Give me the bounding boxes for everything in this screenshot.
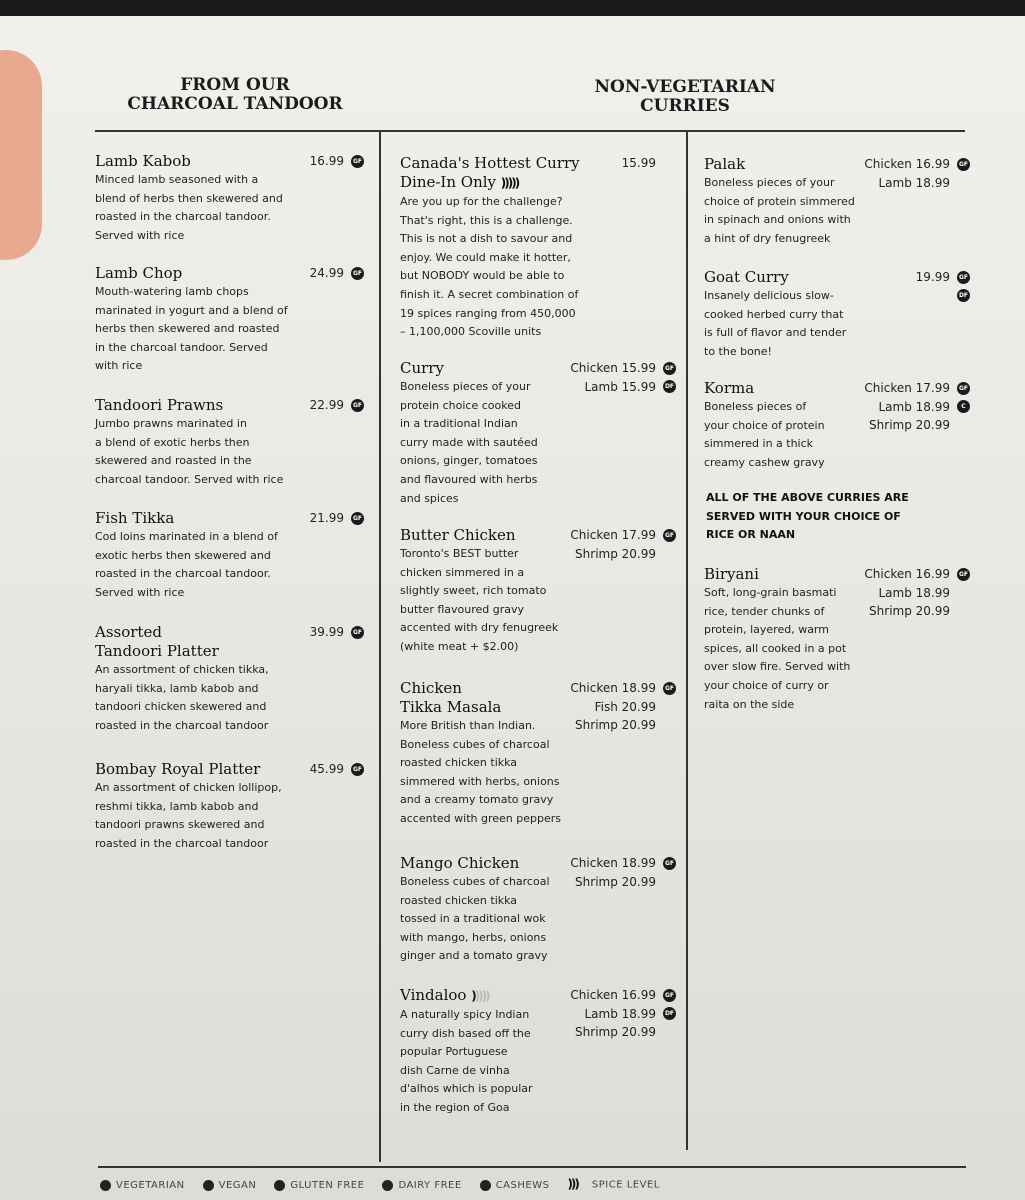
menu-item-fish-tikka <box>95 509 370 602</box>
spice-level-icon: ))) <box>567 1177 578 1191</box>
gluten-free-icon: GF <box>351 763 364 776</box>
description-line: with rice <box>95 359 143 373</box>
price: 45.99 <box>309 762 344 776</box>
description-line: That's right, this is a challenge. <box>400 213 573 227</box>
gluten-free-icon: GF <box>351 512 364 525</box>
item-description <box>400 193 682 342</box>
vegetarian-icon <box>100 1180 111 1191</box>
item-name-line: Curry <box>400 359 444 377</box>
cashews-icon: C <box>957 400 970 413</box>
gluten-free-icon: GF <box>663 529 676 542</box>
dairy-free-icon: DF <box>663 380 676 393</box>
gluten-free-icon: GF <box>351 155 364 168</box>
item-description <box>95 779 370 853</box>
description-line: and spices <box>400 491 459 505</box>
item-name-line: Fish Tikka <box>95 509 175 527</box>
legend-item <box>382 1180 461 1192</box>
description-line: Cod loins marinated in a blend of <box>95 530 278 543</box>
gluten-free-icon <box>274 1180 285 1191</box>
item-name-line: Vindaloo ))))) <box>400 986 489 1004</box>
description-line: A naturally spicy Indian <box>400 1008 530 1021</box>
description-line: chicken simmered in a <box>400 565 525 579</box>
spice-level-icon: ) <box>471 989 475 1003</box>
description-line: with mango, herbs, onions <box>400 930 547 944</box>
item-prices <box>310 396 344 415</box>
description-line: creamy cashew gravy <box>704 455 825 469</box>
description-line: accented with green peppers <box>400 811 561 825</box>
gluten-free-icon: GF <box>957 271 970 284</box>
dairy-free-icon: DF <box>957 289 970 302</box>
item-name-line: Korma <box>704 379 755 397</box>
price: Shrimp 20.99 <box>575 1025 656 1039</box>
description-line: onions, ginger, tomatoes <box>400 454 538 468</box>
item-name-line: Palak <box>704 155 746 173</box>
legend-item <box>480 1180 550 1192</box>
legend-item <box>274 1180 364 1192</box>
dietary-tags <box>663 989 676 1025</box>
item-prices <box>916 268 950 287</box>
price: Chicken 15.99 <box>570 361 656 375</box>
description-line: dish Carne de vinha <box>400 1063 510 1077</box>
item-prices <box>570 679 656 735</box>
curries-header: NON-VEGETARIAN CURRIES <box>594 77 776 116</box>
description-line: rice, tender chunks of <box>704 604 825 618</box>
legend-label: VEGETARIAN <box>116 1179 185 1191</box>
curries-note: ALL OF THE ABOVE CURRIES ARE SERVED WITH YOUR CHOICE OF RICE OR NAAN <box>706 491 909 541</box>
description-line: roasted in the charcoal tandoor <box>95 836 269 850</box>
item-name-line: Biryani <box>704 565 759 583</box>
thumb <box>0 50 42 260</box>
item-name-line: Goat Curry <box>704 268 789 286</box>
dairy-free-icon <box>382 1180 393 1191</box>
price: Shrimp 20.99 <box>575 718 656 732</box>
description-line: 19 spices ranging from 450,000 <box>400 306 576 320</box>
dietary-tags <box>957 158 970 176</box>
menu-item-chicken-tikka-masala <box>400 679 682 829</box>
description-line: roasted in the charcoal tandoor. <box>95 567 271 581</box>
description-line: Boneless pieces of your <box>704 176 835 189</box>
menu-sheet <box>0 16 1025 1200</box>
description-line: in the region of Goa <box>400 1100 510 1114</box>
description-line: but NOBODY would be able to <box>400 269 565 283</box>
spice-level-icon: )))) <box>474 989 489 1003</box>
description-line: over slow fire. Served with <box>704 660 851 674</box>
item-description <box>95 528 370 602</box>
item-prices <box>310 760 344 779</box>
dietary-tags <box>351 512 364 530</box>
item-description <box>95 283 370 376</box>
menu-item-mango-chicken <box>400 854 682 966</box>
item-name-line: Bombay Royal Platter <box>95 760 261 778</box>
description-line: Served with rice <box>95 585 185 599</box>
description-line: spices, all cooked in a pot <box>704 641 847 655</box>
menu-item-tandoori-prawns <box>95 396 370 489</box>
description-line: tossed in a traditional wok <box>400 912 546 926</box>
price: 15.99 <box>621 156 656 170</box>
price: Lamb 15.99 <box>584 379 656 394</box>
description-line: protein, layered, warm <box>704 623 829 637</box>
description-line: Boneless pieces of your <box>400 380 531 393</box>
description-line: Mouth-watering lamb chops <box>95 285 249 298</box>
item-description <box>400 378 682 508</box>
description-line: simmered with herbs, onions <box>400 774 560 788</box>
price: Chicken 16.99 <box>864 567 950 581</box>
description-line: tandoori prawns skewered and <box>95 818 265 832</box>
vegan-icon <box>203 1180 214 1191</box>
item-prices <box>622 154 656 173</box>
legend-item <box>100 1180 185 1192</box>
cashews-icon <box>480 1180 491 1191</box>
price: Chicken 17.99 <box>864 381 950 395</box>
price: Lamb 18.99 <box>878 585 950 600</box>
dietary-tags <box>957 271 970 307</box>
price: Shrimp 20.99 <box>869 418 950 432</box>
price: Lamb 18.99 <box>878 175 950 190</box>
item-name-line: Tikka Masala <box>400 698 502 716</box>
menu-item-bombay-royal-platter <box>95 760 370 853</box>
menu-item-palak <box>704 155 976 248</box>
column-divider-right <box>686 130 688 1150</box>
description-line: in the charcoal tandoor. Served <box>95 340 268 354</box>
description-line: blend of herbs then skewered and <box>95 191 283 205</box>
menu-item-biryani <box>704 565 976 714</box>
dietary-tags <box>663 682 676 700</box>
description-line: choice of protein simmered <box>704 194 855 208</box>
dietary-tags <box>351 399 364 417</box>
description-line: in spinach and onions with <box>704 213 851 227</box>
description-line: Served with rice <box>95 228 185 242</box>
price: Shrimp 20.99 <box>575 546 656 561</box>
item-name-line: Tandoori Platter <box>95 642 219 660</box>
item-prices <box>570 854 656 891</box>
item-name-line: Dine-In Only ))))) <box>400 173 519 191</box>
item-prices <box>864 379 950 435</box>
description-line: Jumbo prawns marinated in <box>95 417 247 430</box>
description-line: roasted chicken tikka <box>400 893 518 907</box>
description-line: finish it. A secret combination of <box>400 287 579 301</box>
description-line: slightly sweet, rich tomato <box>400 584 547 598</box>
item-prices <box>310 509 344 528</box>
description-line: skewered and roasted in the <box>95 454 252 468</box>
legend-item <box>203 1180 257 1192</box>
menu-item-vindaloo <box>400 986 682 1118</box>
item-name-line: Lamb Kabob <box>95 152 191 170</box>
description-line: and flavoured with herbs <box>400 472 538 486</box>
legend-label: GLUTEN FREE <box>290 1179 365 1191</box>
price: Chicken 17.99 <box>570 528 656 542</box>
description-line: d'alhos which is popular <box>400 1082 533 1096</box>
dietary-tags <box>351 155 364 173</box>
description-line: raita on the side <box>704 697 795 711</box>
footer-divider <box>98 1166 966 1168</box>
description-line: Soft, long-grain basmati <box>704 586 837 599</box>
price: 39.99 <box>309 625 344 639</box>
description-line: in a traditional Indian <box>400 417 518 431</box>
gluten-free-icon: GF <box>351 626 364 639</box>
description-line: ginger and a tomato gravy <box>400 949 548 963</box>
description-line: roasted in the charcoal tandoor <box>95 718 269 732</box>
dietary-tags <box>663 857 676 875</box>
menu-item-curry <box>400 359 682 508</box>
description-line: accented with dry fenugreek <box>400 621 559 635</box>
description-line: reshmi tikka, lamb kabob and <box>95 799 259 813</box>
gluten-free-icon: GF <box>957 158 970 171</box>
description-line: roasted in the charcoal tandoor. <box>95 210 271 224</box>
gluten-free-icon: GF <box>351 267 364 280</box>
menu-item-lamb-chop <box>95 264 370 376</box>
price: Chicken 18.99 <box>570 681 656 695</box>
header-divider <box>95 130 965 132</box>
price: 21.99 <box>309 511 344 525</box>
description-line: butter flavoured gravy <box>400 602 525 616</box>
description-line: your choice of protein <box>704 418 825 432</box>
gluten-free-icon: GF <box>663 989 676 1002</box>
menu-item-canada-s-hottest-curry-dine-in-only <box>400 154 682 342</box>
description-line: is full of flavor and tender <box>704 326 847 340</box>
menu-item-goat-curry <box>704 268 976 361</box>
price: Lamb 18.99 <box>584 1006 656 1021</box>
item-prices <box>310 152 344 171</box>
item-prices <box>864 565 950 621</box>
dietary-tags <box>663 529 676 547</box>
description-line: marinated in yogurt and a blend of <box>95 303 288 317</box>
menu-item-korma <box>704 379 976 472</box>
dietary-tags <box>351 267 364 285</box>
item-name-line: Mango Chicken <box>400 854 520 872</box>
item-prices <box>570 359 656 396</box>
description-line: tandoori chicken skewered and <box>95 700 267 714</box>
description-line: charcoal tandoor. Served with rice <box>95 472 284 486</box>
legend-label: SPICE LEVEL <box>591 1179 660 1191</box>
column-divider-left <box>379 130 381 1162</box>
dietary-legend <box>100 1177 678 1191</box>
gluten-free-icon: GF <box>663 362 676 375</box>
gluten-free-icon: GF <box>663 857 676 870</box>
description-line: Toronto's BEST butter <box>400 547 519 560</box>
item-name-line: Chicken <box>400 679 462 697</box>
price: Chicken 16.99 <box>864 157 950 171</box>
description-line: your choice of curry or <box>704 678 829 692</box>
dietary-tags <box>957 568 970 586</box>
price: Shrimp 20.99 <box>575 874 656 889</box>
item-prices <box>570 526 656 563</box>
description-line: exotic herbs then skewered and <box>95 548 271 562</box>
description-line: Are you up for the challenge? <box>400 195 563 208</box>
price: Chicken 18.99 <box>570 856 656 870</box>
gluten-free-icon: GF <box>663 682 676 695</box>
item-prices <box>864 155 950 192</box>
description-line: a hint of dry fenugreek <box>704 231 831 245</box>
description-line: and a creamy tomato gravy <box>400 793 554 807</box>
legend-label: CASHEWS <box>495 1179 550 1191</box>
description-line: a blend of exotic herbs then <box>95 435 250 449</box>
description-line: herbs then skewered and roasted <box>95 322 280 336</box>
item-name-line: Canada's Hottest Curry <box>400 154 580 172</box>
description-line: This is not a dish to savour and <box>400 232 573 246</box>
dietary-tags <box>663 362 676 398</box>
description-line: Minced lamb seasoned with a <box>95 173 259 186</box>
dietary-tags <box>957 382 970 418</box>
description-line: roasted chicken tikka <box>400 756 518 770</box>
legend-label: VEGAN <box>218 1179 257 1191</box>
description-line: simmered in a thick <box>704 437 814 451</box>
description-line: to the bone! <box>704 344 772 358</box>
item-description <box>95 661 370 735</box>
description-line: cooked herbed curry that <box>704 307 844 321</box>
price: 22.99 <box>309 398 344 412</box>
item-description <box>95 415 370 489</box>
dairy-free-icon: DF <box>663 1007 676 1020</box>
description-line: Insanely delicious slow- <box>704 289 834 302</box>
gluten-free-icon: GF <box>351 399 364 412</box>
item-description <box>704 287 976 361</box>
tandoor-header: FROM OUR CHARCOAL TANDOOR <box>127 75 343 114</box>
menu-item-lamb-kabob <box>95 152 370 245</box>
description-line: Boneless pieces of <box>704 400 807 413</box>
price: 16.99 <box>309 154 344 168</box>
spice-level-icon: ))))) <box>500 176 519 190</box>
price: 19.99 <box>915 270 950 284</box>
price: 24.99 <box>309 266 344 280</box>
gluten-free-icon: GF <box>957 568 970 581</box>
description-line: An assortment of chicken tikka, <box>95 663 269 676</box>
description-line: curry made with sautéed <box>400 435 538 449</box>
description-line: curry dish based off the <box>400 1026 531 1040</box>
description-line: enjoy. We could make it hotter, <box>400 250 571 264</box>
item-name-line: Butter Chicken <box>400 526 516 544</box>
dietary-tags <box>351 763 364 781</box>
item-prices <box>570 986 656 1042</box>
description-line: popular Portuguese <box>400 1045 508 1059</box>
dietary-tags <box>351 626 364 644</box>
description-line: protein choice cooked <box>400 398 521 412</box>
description-line: An assortment of chicken lollipop, <box>95 781 282 794</box>
menu-item-assorted-tandoori-platter <box>95 623 370 735</box>
gluten-free-icon: GF <box>957 382 970 395</box>
legend-item <box>567 1177 659 1191</box>
price: Chicken 16.99 <box>570 988 656 1002</box>
item-prices <box>310 264 344 283</box>
item-name-line: Tandoori Prawns <box>95 396 224 414</box>
menu-item-butter-chicken <box>400 526 682 657</box>
price: Shrimp 20.99 <box>869 604 950 618</box>
price: Fish 20.99 <box>594 699 656 714</box>
item-prices <box>310 623 344 642</box>
description-line: Boneless cubes of charcoal <box>400 875 550 888</box>
description-line: haryali tikka, lamb kabob and <box>95 681 259 695</box>
price: Lamb 18.99 <box>878 399 950 414</box>
description-line: – 1,100,000 Scoville units <box>400 325 542 339</box>
legend-label: DAIRY FREE <box>398 1179 462 1191</box>
description-line: (white meat + $2.00) <box>400 639 519 653</box>
item-name-line: Lamb Chop <box>95 264 183 282</box>
description-line: Boneless cubes of charcoal <box>400 737 550 751</box>
item-description <box>95 171 370 245</box>
item-name-line: Assorted <box>95 623 162 641</box>
description-line: More British than Indian. <box>400 719 536 732</box>
